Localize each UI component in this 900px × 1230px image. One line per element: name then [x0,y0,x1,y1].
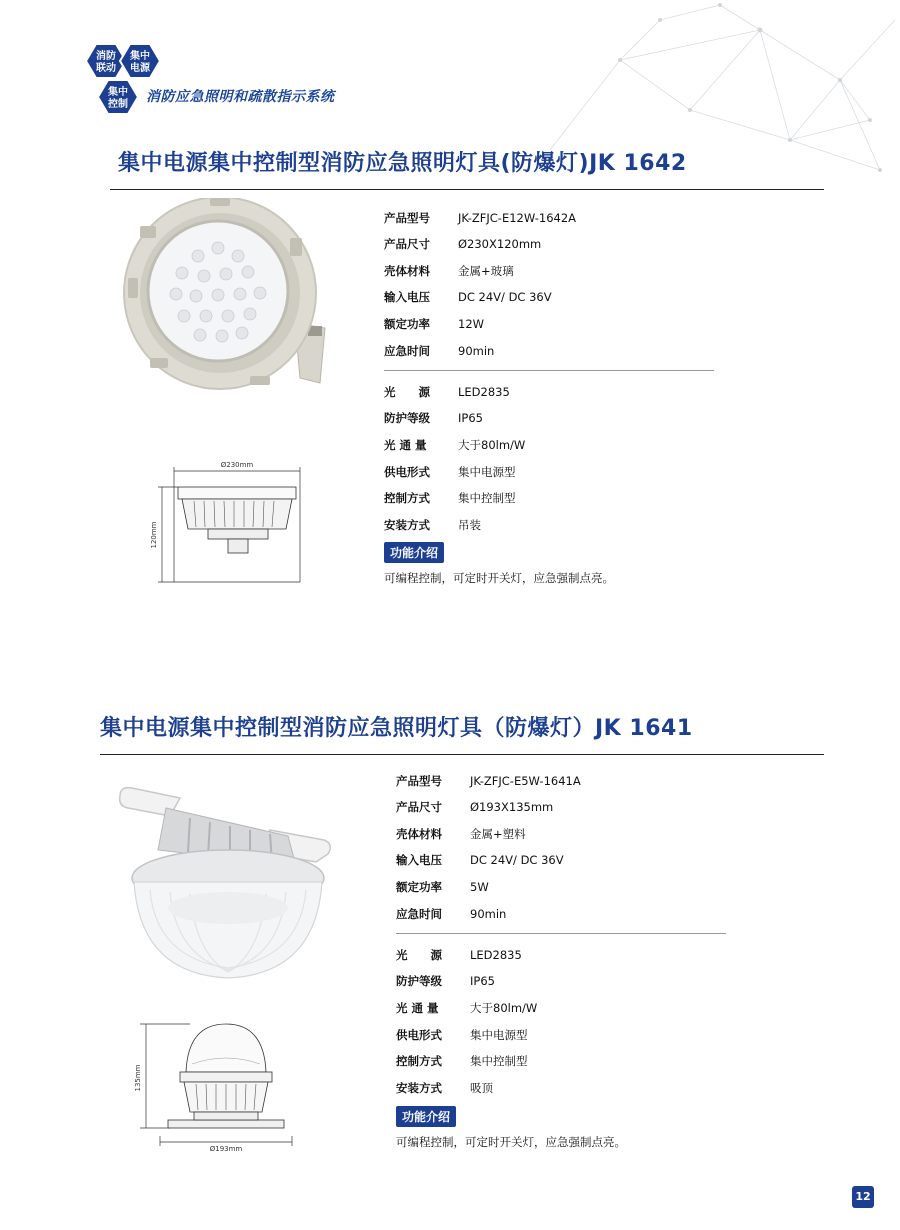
spec-label: 防护等级 [384,411,430,425]
spec-row [396,973,495,989]
spec-value: Ø193X135mm [470,800,554,814]
hex-label-3a: 集中 [108,87,128,98]
spec-row [396,826,526,842]
spec-label: 防护等级 [396,974,442,988]
spec-label: 额定功率 [384,317,430,331]
spec-value: 大于80lm/W [470,1001,538,1015]
hex-label-1a: 消防 [96,51,116,62]
hex-label-2a: 集中 [130,51,150,62]
spec-row [384,343,494,359]
spec-value: 12W [458,317,485,331]
product2-photo [110,778,340,983]
spec-value: LED2835 [470,948,522,962]
spec-row [396,852,564,868]
product1-dimension-drawing [148,457,308,587]
product2-function-badge: 功能介绍 [396,1106,456,1127]
spec-row [384,410,483,426]
spec-label: 控制方式 [384,491,430,505]
spec-label: 产品尺寸 [396,800,442,814]
product2-dimension-drawing [130,1016,300,1154]
spec-row [396,906,506,922]
product1-dim-width: Ø230mm [220,461,254,469]
spec-row [384,490,516,506]
spec-value: 金属+玻璃 [458,264,514,278]
spec-row [384,517,481,533]
product1-photo [120,198,350,398]
product2-function-desc: 可编程控制，可定时开关灯，应急强制点亮。 [396,1135,626,1149]
spec-label: 输入电压 [396,853,442,867]
spec-label: 额定功率 [396,880,442,894]
spec-label: 光 源 [384,385,430,399]
spec-value: 集中控制型 [458,491,516,505]
spec-row [396,947,522,963]
spec-value: DC 24V/ DC 36V [470,853,564,867]
spec-label: 产品尺寸 [384,237,430,251]
spec-value: 5W [470,880,489,894]
spec-label: 安装方式 [384,518,430,532]
spec-label: 壳体材料 [384,264,430,278]
spec-row [384,437,525,453]
product2-dim-height: 135mm [134,1064,142,1092]
spec-row [384,236,541,252]
spec-row [384,289,552,305]
spec-label: 产品型号 [396,774,442,788]
spec-value: LED2835 [458,385,510,399]
product2-dim-width: Ø193mm [209,1145,243,1153]
spec-row [384,384,510,400]
spec-value: JK-ZFJC-E12W-1642A [458,211,577,225]
spec-label: 供电形式 [384,465,430,479]
spec-row [396,799,553,815]
hex-label-1b: 联动 [96,63,116,74]
hex-label-3b: 控制 [108,99,128,110]
spec-label: 应急时间 [396,907,442,921]
spec-value: 90min [470,907,507,921]
spec-row [396,1053,528,1069]
spec-value: 吸顶 [470,1081,493,1095]
spec-label: 输入电压 [384,290,430,304]
spec-label: 供电形式 [396,1028,442,1042]
spec-row [384,263,514,279]
product1-title-rule [110,189,824,190]
spec-row [396,773,581,789]
product1-function-badge: 功能介绍 [384,542,444,563]
product1-function-desc: 可编程控制，可定时开关灯，应急强制点亮。 [384,571,614,585]
spec-label: 壳体材料 [396,827,442,841]
spec-value: IP65 [458,411,483,425]
product1-dim-height: 120mm [150,521,158,549]
product2-title-rule [100,754,824,755]
spec-label: 应急时间 [384,344,430,358]
spec-value: IP65 [470,974,495,988]
spec-value: 集中控制型 [470,1054,528,1068]
product1-title: 集中电源集中控制型消防应急照明灯具(防爆灯)JK 1642 [118,151,687,176]
spec-row [396,1080,493,1096]
brand-name: 消防应急照明和疏散指示系统 [146,89,335,105]
spec-label: 光 源 [396,948,442,962]
spec-value: JK-ZFJC-E5W-1641A [470,774,581,788]
spec-value: 吊装 [458,518,481,532]
spec-value: 金属+塑料 [470,827,526,841]
spec-value: DC 24V/ DC 36V [458,290,552,304]
spec-row [384,464,516,480]
spec-row [396,1000,537,1016]
spec-row [384,316,484,332]
spec-value: 集中电源型 [470,1028,528,1042]
product2-title: 集中电源集中控制型消防应急照明灯具（防爆灯）JK 1641 [100,716,693,741]
hex-label-2b: 电源 [130,63,150,74]
page-number: 12 [852,1186,874,1208]
spec-label: 光 通 量 [384,438,427,452]
spec-label: 光 通 量 [396,1001,439,1015]
spec-value: 90min [458,344,495,358]
spec-row [396,1027,528,1043]
spec-value: Ø230X120mm [458,237,542,251]
product2-spec-divider [396,933,726,934]
spec-value: 大于80lm/W [458,438,526,452]
brand-logo [74,42,374,124]
spec-label: 产品型号 [384,211,430,225]
spec-label: 控制方式 [396,1054,442,1068]
spec-value: 集中电源型 [458,465,516,479]
spec-label: 安装方式 [396,1081,442,1095]
product1-spec-divider [384,370,714,371]
spec-row [396,879,489,895]
spec-row [384,210,576,226]
